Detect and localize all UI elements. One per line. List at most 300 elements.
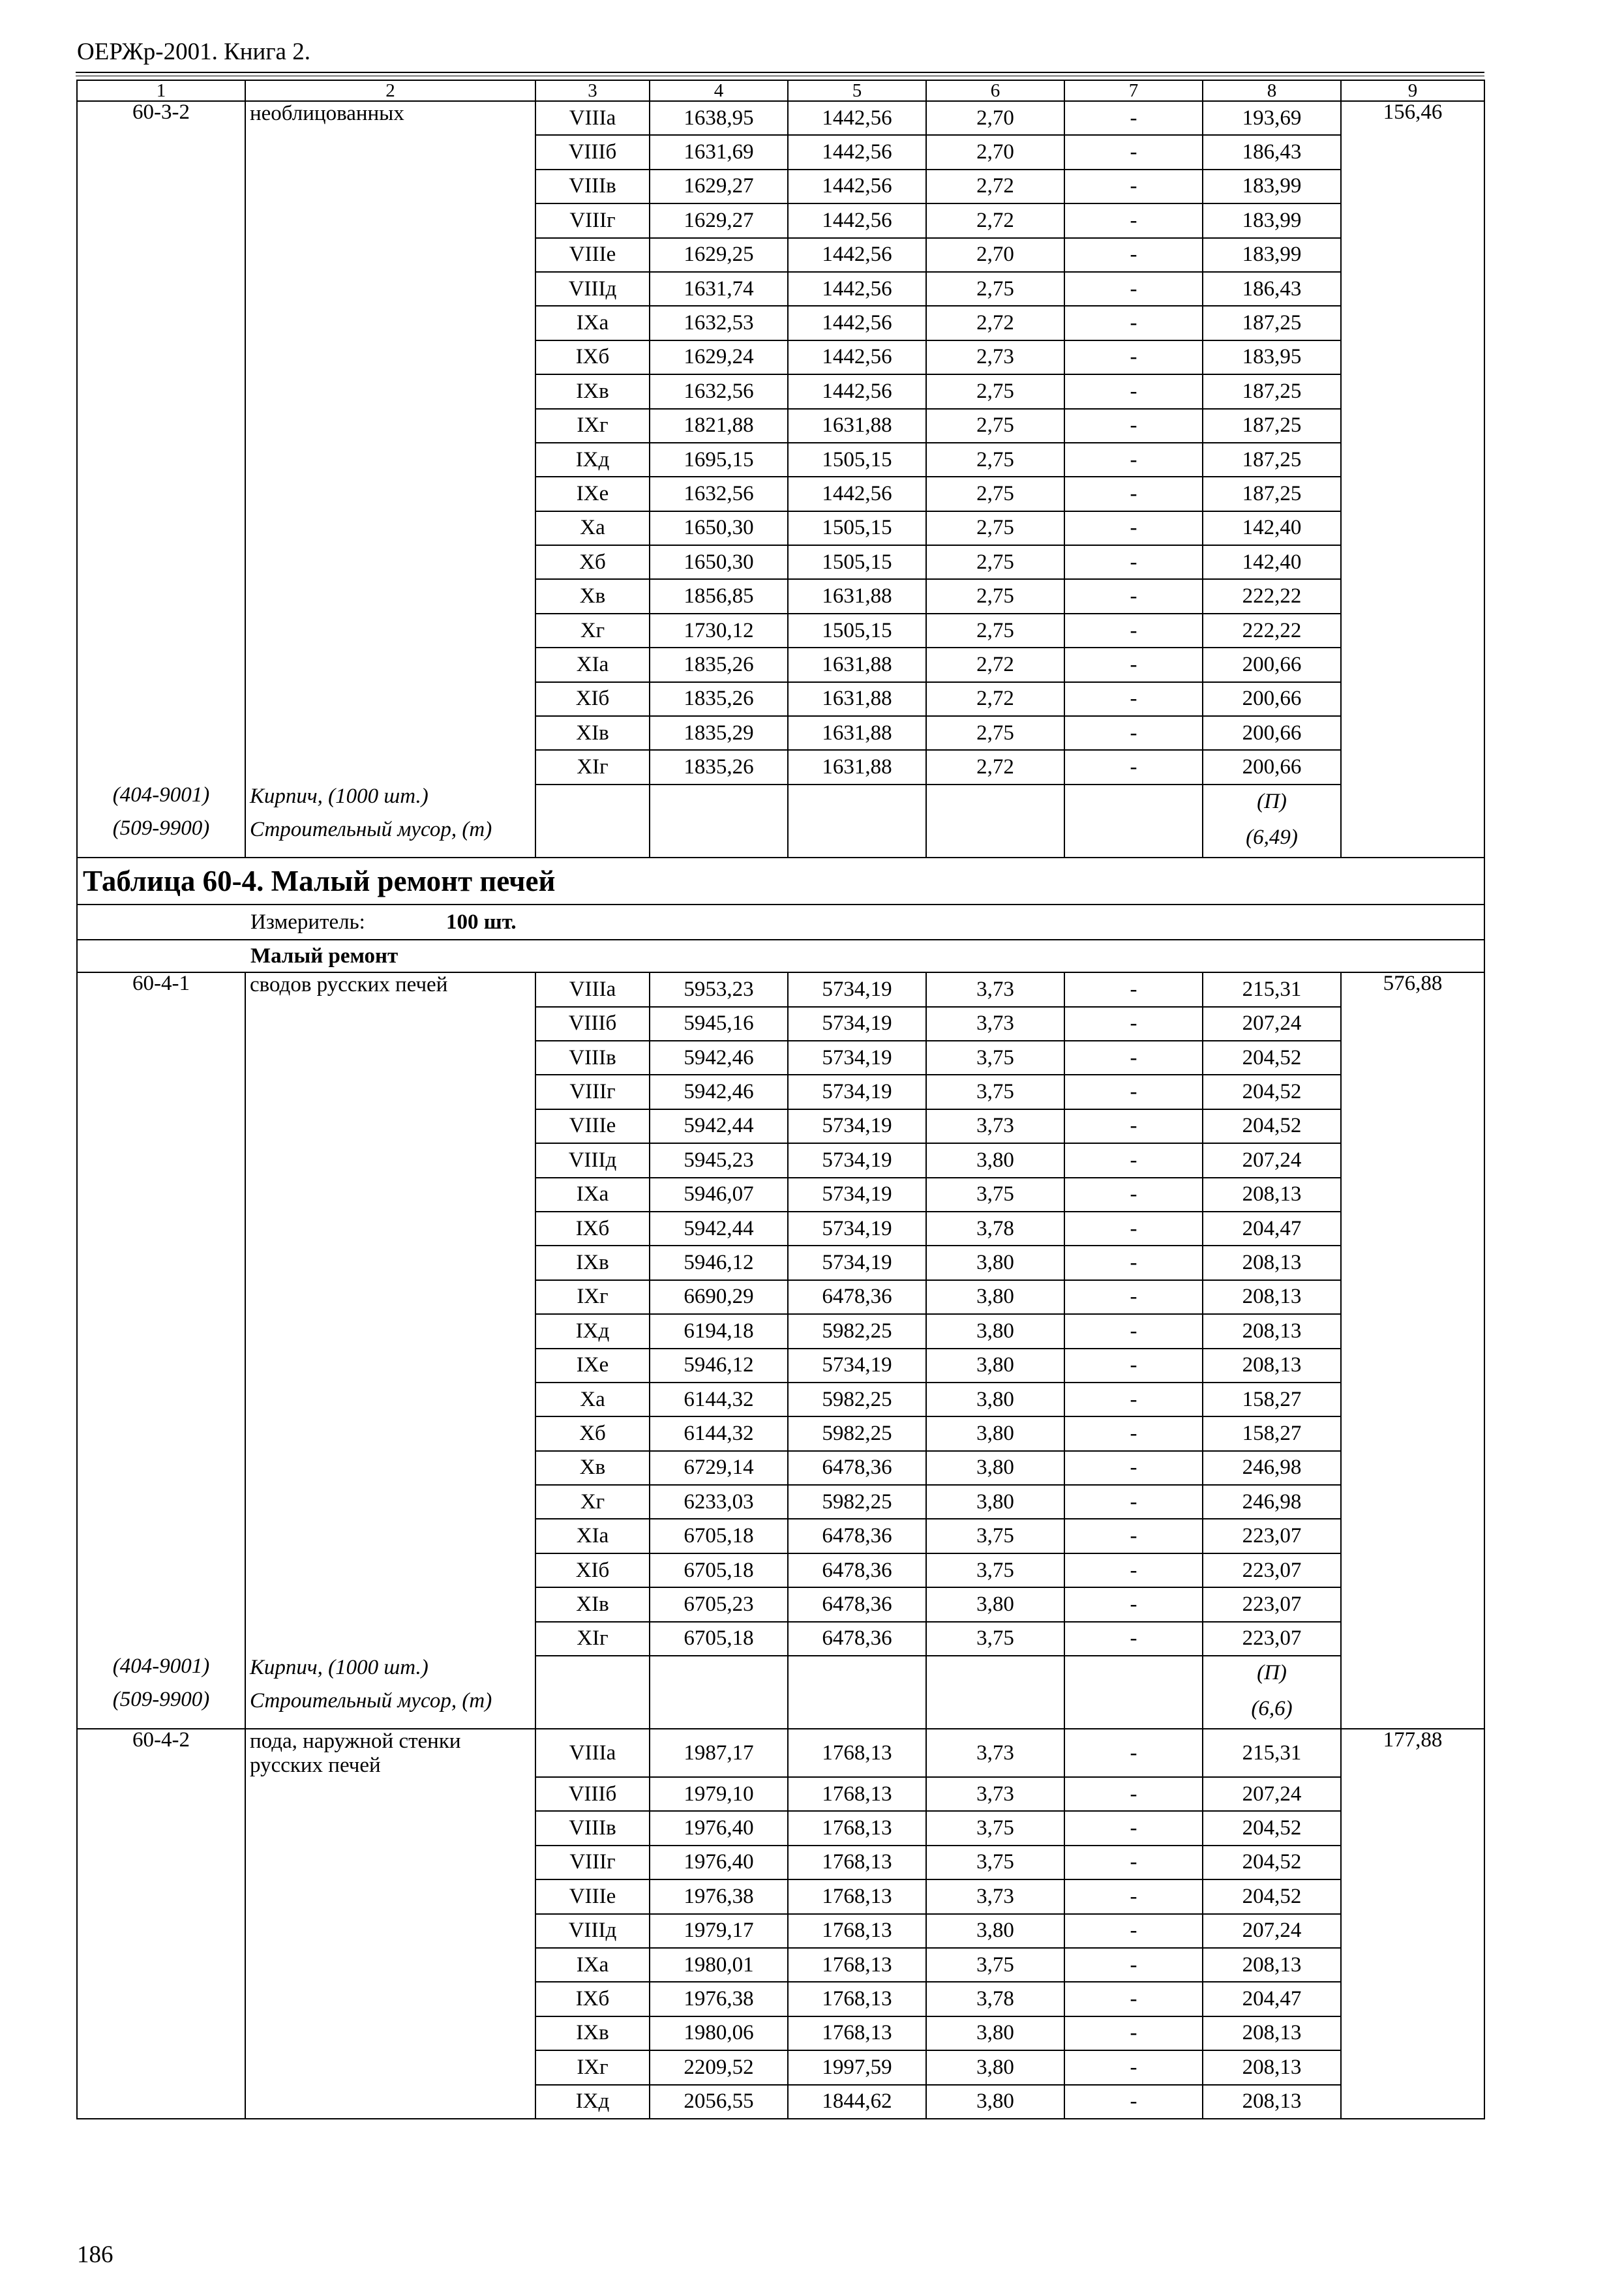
empty-cell: [788, 818, 926, 858]
rate-code-cell: [77, 443, 245, 477]
value-cell: 5945,16: [650, 1007, 788, 1041]
work-name-cell: [245, 1982, 535, 2016]
value-cell: 3,75: [926, 1519, 1064, 1553]
zone-cell: VIIIа: [535, 1729, 650, 1777]
value-cell: 3,75: [926, 1948, 1064, 1982]
col9-cell: [1341, 340, 1484, 374]
work-name-cell: [245, 750, 535, 784]
table-row: [77, 1075, 1484, 1109]
value-cell: -: [1064, 1451, 1203, 1485]
value-cell: 3,80: [926, 1587, 1064, 1621]
value-cell: -: [1064, 1519, 1203, 1553]
rate-code-cell: [77, 682, 245, 716]
zone-cell: IXе: [535, 1349, 650, 1383]
value-cell: -: [1064, 1948, 1203, 1982]
resource-value-cell: (6,49): [1203, 818, 1341, 858]
empty-cell: [1064, 1656, 1203, 1689]
value-cell: 1442,56: [788, 203, 926, 237]
zone-cell: VIIIв: [535, 170, 650, 203]
zone-cell: IXа: [535, 306, 650, 340]
value-cell: -: [1064, 272, 1203, 306]
table-row: [77, 2050, 1484, 2084]
value-cell: -: [1064, 477, 1203, 511]
col9-cell: [1341, 1041, 1484, 1075]
table-row: [77, 545, 1484, 579]
zone-cell: IXб: [535, 1212, 650, 1246]
value-cell: -: [1064, 1729, 1203, 1777]
value-cell: 1844,62: [788, 2085, 926, 2119]
resource-value-cell: (П): [1203, 1656, 1341, 1689]
rate-code-cell: [77, 2050, 245, 2084]
zone-cell: XIг: [535, 1622, 650, 1656]
work-name-cell: [245, 1811, 535, 1845]
work-name-cell: [245, 1041, 535, 1075]
value-cell: -: [1064, 2085, 1203, 2119]
value-cell: 1631,74: [650, 272, 788, 306]
work-name-cell: необлицованных: [245, 101, 535, 135]
value-cell: 223,07: [1203, 1622, 1341, 1656]
table-row: [77, 1777, 1484, 1811]
resource-code-cell: (509-9900): [77, 1689, 245, 1729]
value-cell: 1835,26: [650, 750, 788, 784]
value-cell: 3,75: [926, 1846, 1064, 1879]
resource-code-cell: (404-9001): [77, 785, 245, 818]
value-cell: 186,43: [1203, 135, 1341, 169]
value-cell: 3,80: [926, 1914, 1064, 1948]
value-cell: -: [1064, 750, 1203, 784]
value-cell: 208,13: [1203, 1314, 1341, 1348]
col9-cell: [1341, 682, 1484, 716]
resource-name-cell: Кирпич, (1000 шт.): [245, 1656, 535, 1689]
zone-cell: Xг: [535, 614, 650, 648]
rate-code-cell: [77, 1587, 245, 1621]
rate-code-cell: [77, 2016, 245, 2050]
value-cell: 2,75: [926, 579, 1064, 613]
col9-cell: [1341, 511, 1484, 545]
rate-code-cell: [77, 477, 245, 511]
rate-code-cell: [77, 1041, 245, 1075]
value-cell: 5734,19: [788, 1075, 926, 1109]
value-cell: -: [1064, 1587, 1203, 1621]
work-name-cell: [245, 1383, 535, 1416]
col9-cell: [1341, 579, 1484, 613]
value-cell: 5734,19: [788, 972, 926, 1006]
rate-code-cell: [77, 1879, 245, 1913]
value-cell: 246,98: [1203, 1451, 1341, 1485]
work-name-cell: [245, 545, 535, 579]
value-cell: 1632,53: [650, 306, 788, 340]
work-name-cell: [245, 306, 535, 340]
value-cell: -: [1064, 409, 1203, 443]
value-cell: 3,80: [926, 2016, 1064, 2050]
value-cell: 3,80: [926, 1485, 1064, 1519]
work-name-cell: [245, 614, 535, 648]
value-cell: -: [1064, 238, 1203, 272]
value-cell: 6144,32: [650, 1383, 788, 1416]
rate-code-cell: [77, 1143, 245, 1177]
table-row: [77, 1041, 1484, 1075]
value-cell: 6705,18: [650, 1553, 788, 1587]
col9-cell: [1341, 1914, 1484, 1948]
value-cell: -: [1064, 1846, 1203, 1879]
table-row: [77, 306, 1484, 340]
value-cell: 1505,15: [788, 511, 926, 545]
column-header: 2: [245, 80, 535, 101]
page-header-title: ОЕРЖр-2001. Книга 2.: [77, 38, 310, 65]
table-row: [77, 1587, 1484, 1621]
work-name-cell: [245, 272, 535, 306]
value-cell: 6705,18: [650, 1622, 788, 1656]
zone-cell: VIIIе: [535, 1879, 650, 1913]
table-row: [77, 1349, 1484, 1383]
value-cell: 186,43: [1203, 272, 1341, 306]
value-cell: 5946,07: [650, 1178, 788, 1212]
col9-cell: [1341, 1622, 1484, 1656]
work-name-cell: [245, 238, 535, 272]
col9-cell: 156,46: [1341, 101, 1484, 135]
value-cell: 1768,13: [788, 1811, 926, 1845]
table-row: [77, 170, 1484, 203]
work-name-cell: [245, 1914, 535, 1948]
value-cell: 5982,25: [788, 1416, 926, 1450]
zone-cell: VIIIе: [535, 1109, 650, 1143]
value-cell: -: [1064, 1622, 1203, 1656]
column-header: 1: [77, 80, 245, 101]
zone-cell: VIIIг: [535, 1075, 650, 1109]
col9-cell: [1341, 1879, 1484, 1913]
work-name-cell: [245, 1416, 535, 1450]
value-cell: 215,31: [1203, 972, 1341, 1006]
work-name-cell: [245, 1622, 535, 1656]
rate-code-cell: [77, 545, 245, 579]
value-cell: -: [1064, 306, 1203, 340]
measure-row-cell: [77, 905, 1484, 940]
value-cell: 6478,36: [788, 1519, 926, 1553]
zone-cell: VIIIе: [535, 238, 650, 272]
col9-cell: [1341, 409, 1484, 443]
value-cell: 5734,19: [788, 1246, 926, 1279]
value-cell: 5982,25: [788, 1314, 926, 1348]
value-cell: 2,70: [926, 135, 1064, 169]
rate-code-cell: [77, 1178, 245, 1212]
rate-code-cell: [77, 579, 245, 613]
table-row: [77, 972, 1484, 1006]
table-row: [77, 750, 1484, 784]
zone-cell: VIIIв: [535, 1041, 650, 1075]
table-row: [77, 101, 1484, 135]
col9-cell: [1341, 1143, 1484, 1177]
work-name-cell: [245, 1451, 535, 1485]
table-row: [77, 1178, 1484, 1212]
rate-code-cell: [77, 1846, 245, 1879]
value-cell: 183,99: [1203, 203, 1341, 237]
rate-code-cell: 60-4-2: [77, 1729, 245, 1777]
value-cell: 158,27: [1203, 1416, 1341, 1450]
work-name-cell: [245, 1846, 535, 1879]
resource-name-cell: Строительный мусор, (т): [245, 818, 535, 858]
empty-cell: [1341, 1689, 1484, 1729]
value-cell: 1631,88: [788, 409, 926, 443]
value-cell: 2,75: [926, 511, 1064, 545]
table-row: [77, 1729, 1484, 1777]
value-cell: 5945,23: [650, 1143, 788, 1177]
value-cell: 1768,13: [788, 1729, 926, 1777]
value-cell: -: [1064, 1178, 1203, 1212]
value-cell: 1835,29: [650, 716, 788, 750]
zone-cell: VIIIб: [535, 1777, 650, 1811]
empty-cell: [650, 818, 788, 858]
value-cell: 208,13: [1203, 1246, 1341, 1279]
value-cell: -: [1064, 545, 1203, 579]
value-cell: 1695,15: [650, 443, 788, 477]
value-cell: -: [1064, 374, 1203, 408]
work-name-cell: [245, 1143, 535, 1177]
zone-cell: VIIIд: [535, 1914, 650, 1948]
col9-cell: [1341, 2085, 1484, 2119]
value-cell: 6478,36: [788, 1451, 926, 1485]
empty-cell: [926, 818, 1064, 858]
value-cell: 1976,40: [650, 1811, 788, 1845]
table-row: [77, 1451, 1484, 1485]
rate-code-cell: [77, 1007, 245, 1041]
zone-cell: VIIIд: [535, 272, 650, 306]
rate-code-cell: [77, 1212, 245, 1246]
rate-code-cell: [77, 1485, 245, 1519]
empty-cell: [650, 1656, 788, 1689]
zone-cell: XIб: [535, 682, 650, 716]
value-cell: 1442,56: [788, 170, 926, 203]
work-name-cell: [245, 1485, 535, 1519]
rate-code-cell: [77, 1246, 245, 1279]
col9-cell: [1341, 203, 1484, 237]
value-cell: 5734,19: [788, 1212, 926, 1246]
zone-cell: VIIIд: [535, 1143, 650, 1177]
column-header: 6: [926, 80, 1064, 101]
table-row: [77, 1553, 1484, 1587]
value-cell: 2,72: [926, 682, 1064, 716]
table-row: [77, 238, 1484, 272]
value-cell: 5734,19: [788, 1349, 926, 1383]
work-name-cell: [245, 648, 535, 681]
rates-table: [76, 80, 1485, 2119]
work-name-cell: [245, 443, 535, 477]
section-row: [77, 940, 1484, 972]
col9-cell: [1341, 1109, 1484, 1143]
value-cell: 3,80: [926, 1383, 1064, 1416]
value-cell: -: [1064, 1143, 1203, 1177]
rate-code-cell: [77, 135, 245, 169]
table-row: [77, 1246, 1484, 1279]
zone-cell: Xв: [535, 1451, 650, 1485]
column-header: 8: [1203, 80, 1341, 101]
table-row: [77, 340, 1484, 374]
value-cell: 3,75: [926, 1041, 1064, 1075]
value-cell: -: [1064, 1041, 1203, 1075]
value-cell: 183,95: [1203, 340, 1341, 374]
value-cell: 2209,52: [650, 2050, 788, 2084]
value-cell: 5942,46: [650, 1075, 788, 1109]
rate-code-cell: [77, 716, 245, 750]
table-row: [77, 1811, 1484, 1845]
col9-cell: [1341, 2016, 1484, 2050]
rate-code-cell: [77, 374, 245, 408]
work-name-cell: [245, 340, 535, 374]
value-cell: 3,75: [926, 1622, 1064, 1656]
value-cell: 1505,15: [788, 614, 926, 648]
value-cell: 6194,18: [650, 1314, 788, 1348]
table-row: [77, 1416, 1484, 1450]
value-cell: 3,80: [926, 1349, 1064, 1383]
value-cell: 1768,13: [788, 1846, 926, 1879]
table-row: [77, 2085, 1484, 2119]
zone-cell: IXе: [535, 477, 650, 511]
value-cell: 158,27: [1203, 1383, 1341, 1416]
resource-row: [77, 818, 1484, 858]
empty-cell: [1064, 785, 1203, 818]
value-cell: 2,72: [926, 203, 1064, 237]
value-cell: 208,13: [1203, 2016, 1341, 2050]
table-row: [77, 1280, 1484, 1314]
table-row: [77, 511, 1484, 545]
empty-cell: [650, 1689, 788, 1729]
resource-row: [77, 785, 1484, 818]
value-cell: 6478,36: [788, 1553, 926, 1587]
work-name-cell: [245, 1212, 535, 1246]
value-cell: 187,25: [1203, 306, 1341, 340]
table-row: [77, 1622, 1484, 1656]
value-cell: -: [1064, 1485, 1203, 1519]
table-row: [77, 272, 1484, 306]
zone-cell: XIв: [535, 1587, 650, 1621]
value-cell: 3,80: [926, 1314, 1064, 1348]
rate-code-cell: [77, 1383, 245, 1416]
value-cell: 2,75: [926, 614, 1064, 648]
work-name-cell: [245, 1948, 535, 1982]
value-cell: -: [1064, 1383, 1203, 1416]
work-name-cell: [245, 1109, 535, 1143]
value-cell: 208,13: [1203, 1280, 1341, 1314]
value-cell: -: [1064, 1109, 1203, 1143]
resource-code-cell: (509-9900): [77, 818, 245, 858]
rate-code-cell: [77, 1314, 245, 1348]
work-name-cell: [245, 1879, 535, 1913]
value-cell: 142,40: [1203, 511, 1341, 545]
value-cell: 6705,23: [650, 1587, 788, 1621]
value-cell: 200,66: [1203, 682, 1341, 716]
value-cell: 200,66: [1203, 716, 1341, 750]
table-row: [77, 716, 1484, 750]
value-cell: 1997,59: [788, 2050, 926, 2084]
rate-code-cell: [77, 750, 245, 784]
rate-code-cell: 60-3-2: [77, 101, 245, 135]
value-cell: 1631,88: [788, 579, 926, 613]
value-cell: 200,66: [1203, 648, 1341, 681]
value-cell: 1632,56: [650, 477, 788, 511]
table-row: [77, 1007, 1484, 1041]
value-cell: 3,75: [926, 1811, 1064, 1845]
col9-cell: [1341, 135, 1484, 169]
value-cell: 1835,26: [650, 648, 788, 681]
table-row: [77, 1485, 1484, 1519]
work-name-cell: [245, 170, 535, 203]
value-cell: 3,73: [926, 1729, 1064, 1777]
rate-code-cell: [77, 1553, 245, 1587]
rate-code-cell: [77, 238, 245, 272]
value-cell: -: [1064, 1075, 1203, 1109]
table-row: [77, 374, 1484, 408]
col9-cell: 177,88: [1341, 1729, 1484, 1777]
table-row: [77, 579, 1484, 613]
value-cell: 1821,88: [650, 409, 788, 443]
col9-cell: [1341, 443, 1484, 477]
value-cell: 1442,56: [788, 101, 926, 135]
value-cell: 223,07: [1203, 1519, 1341, 1553]
value-cell: 3,80: [926, 1246, 1064, 1279]
value-cell: 1980,01: [650, 1948, 788, 1982]
value-cell: 5953,23: [650, 972, 788, 1006]
value-cell: 3,73: [926, 1777, 1064, 1811]
empty-cell: [535, 785, 650, 818]
value-cell: 1856,85: [650, 579, 788, 613]
value-cell: 5982,25: [788, 1383, 926, 1416]
value-cell: 1631,88: [788, 716, 926, 750]
col9-cell: [1341, 1383, 1484, 1416]
value-cell: -: [1064, 1777, 1203, 1811]
zone-cell: Xг: [535, 1485, 650, 1519]
value-cell: 208,13: [1203, 2050, 1341, 2084]
value-cell: 246,98: [1203, 1485, 1341, 1519]
rate-code-cell: [77, 1519, 245, 1553]
value-cell: -: [1064, 1280, 1203, 1314]
value-cell: 5946,12: [650, 1349, 788, 1383]
col9-cell: [1341, 306, 1484, 340]
value-cell: -: [1064, 101, 1203, 135]
work-name-cell: [245, 2050, 535, 2084]
value-cell: 2,70: [926, 238, 1064, 272]
zone-cell: Xб: [535, 545, 650, 579]
zone-cell: Xа: [535, 1383, 650, 1416]
zone-cell: IXв: [535, 1246, 650, 1279]
value-cell: 1631,88: [788, 648, 926, 681]
value-cell: 6690,29: [650, 1280, 788, 1314]
col9-cell: [1341, 614, 1484, 648]
zone-cell: XIа: [535, 1519, 650, 1553]
work-name-cell: [245, 682, 535, 716]
value-cell: 1768,13: [788, 1982, 926, 2016]
empty-cell: [926, 1656, 1064, 1689]
zone-cell: Xа: [535, 511, 650, 545]
col9-cell: [1341, 272, 1484, 306]
value-cell: 1987,17: [650, 1729, 788, 1777]
table-row: [77, 409, 1484, 443]
empty-cell: [650, 785, 788, 818]
value-cell: 187,25: [1203, 374, 1341, 408]
value-cell: 1629,27: [650, 170, 788, 203]
value-cell: 1835,26: [650, 682, 788, 716]
col9-cell: [1341, 1948, 1484, 1982]
value-cell: 187,25: [1203, 477, 1341, 511]
value-cell: 3,80: [926, 2085, 1064, 2119]
rate-code-cell: [77, 409, 245, 443]
empty-cell: [1064, 1689, 1203, 1729]
value-cell: 1979,10: [650, 1777, 788, 1811]
empty-cell: [1341, 1656, 1484, 1689]
col9-cell: [1341, 1811, 1484, 1845]
value-cell: 1505,15: [788, 443, 926, 477]
value-cell: -: [1064, 2050, 1203, 2084]
column-header: 3: [535, 80, 650, 101]
value-cell: 3,75: [926, 1553, 1064, 1587]
